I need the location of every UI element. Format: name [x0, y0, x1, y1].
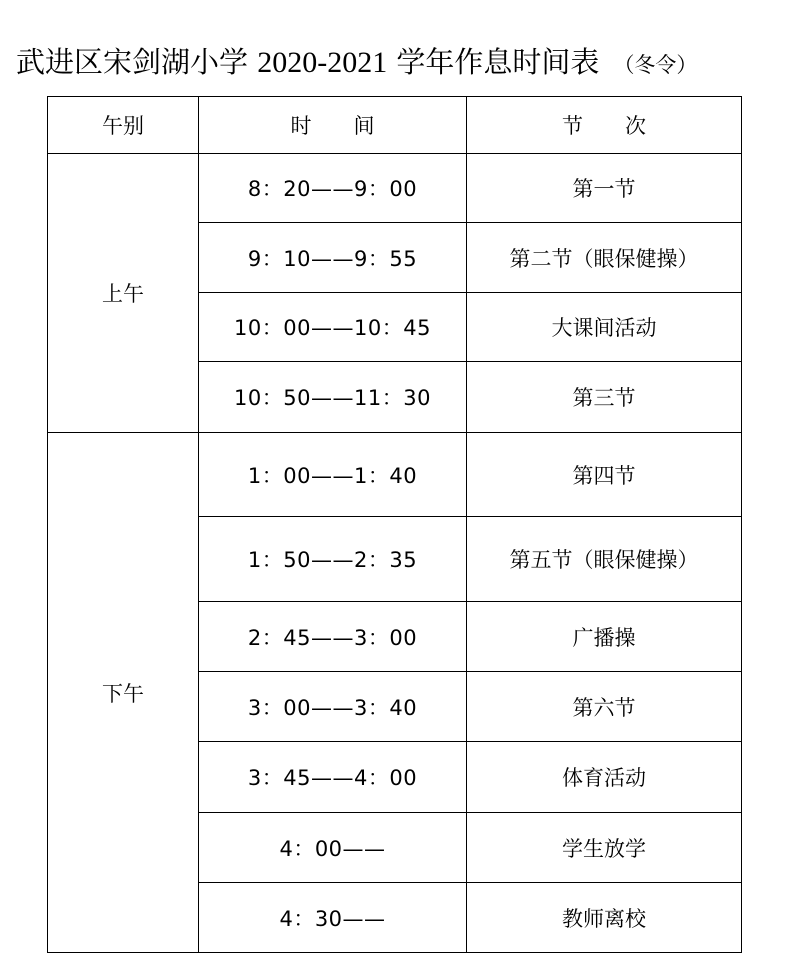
- time-cell: 2：45——3：00: [199, 602, 467, 672]
- time-cell: 8：20——9：00: [199, 154, 467, 223]
- table-row: [48, 433, 742, 517]
- lesson-cell: 广播操: [467, 602, 742, 672]
- table-header-row: [48, 97, 742, 154]
- time-cell: 10：50——11：30: [199, 362, 467, 433]
- lesson-cell: 教师离校: [467, 883, 742, 953]
- header-lesson: 节 次: [467, 97, 742, 154]
- period-morning: 上午: [48, 154, 199, 433]
- header-period: 午别: [48, 97, 199, 154]
- title-year: 2020-2021: [257, 46, 388, 79]
- time-cell: 3：00——3：40: [199, 672, 467, 742]
- page-title: [16, 40, 697, 84]
- lesson-cell: 第一节: [467, 154, 742, 223]
- title-school: 武进区宋剑湖小学: [16, 45, 258, 79]
- schedule-table: [47, 96, 742, 953]
- time-cell: 1：00——1：40: [199, 433, 467, 517]
- period-afternoon: 下午: [48, 433, 199, 953]
- lesson-cell: 大课间活动: [467, 293, 742, 362]
- time-cell: 1：50——2：35: [199, 517, 467, 602]
- lesson-cell: 第四节: [467, 433, 742, 517]
- lesson-cell: 第二节（眼保健操）: [467, 223, 742, 293]
- title-season: （冬令）: [613, 53, 698, 77]
- header-time: 时 间: [199, 97, 467, 154]
- time-cell: 4：00——: [199, 813, 467, 883]
- time-cell: 4：30——: [199, 883, 467, 953]
- lesson-cell: 第三节: [467, 362, 742, 433]
- lesson-cell: 体育活动: [467, 742, 742, 813]
- time-cell: 9：10——9：55: [199, 223, 467, 293]
- time-cell: 3：45——4：00: [199, 742, 467, 813]
- lesson-cell: 第六节: [467, 672, 742, 742]
- lesson-cell: 第五节（眼保健操）: [467, 517, 742, 602]
- time-cell: 10：00——10：45: [199, 293, 467, 362]
- title-label: 学年作息时间表: [387, 45, 600, 79]
- lesson-cell: 学生放学: [467, 813, 742, 883]
- table-row: [48, 154, 742, 223]
